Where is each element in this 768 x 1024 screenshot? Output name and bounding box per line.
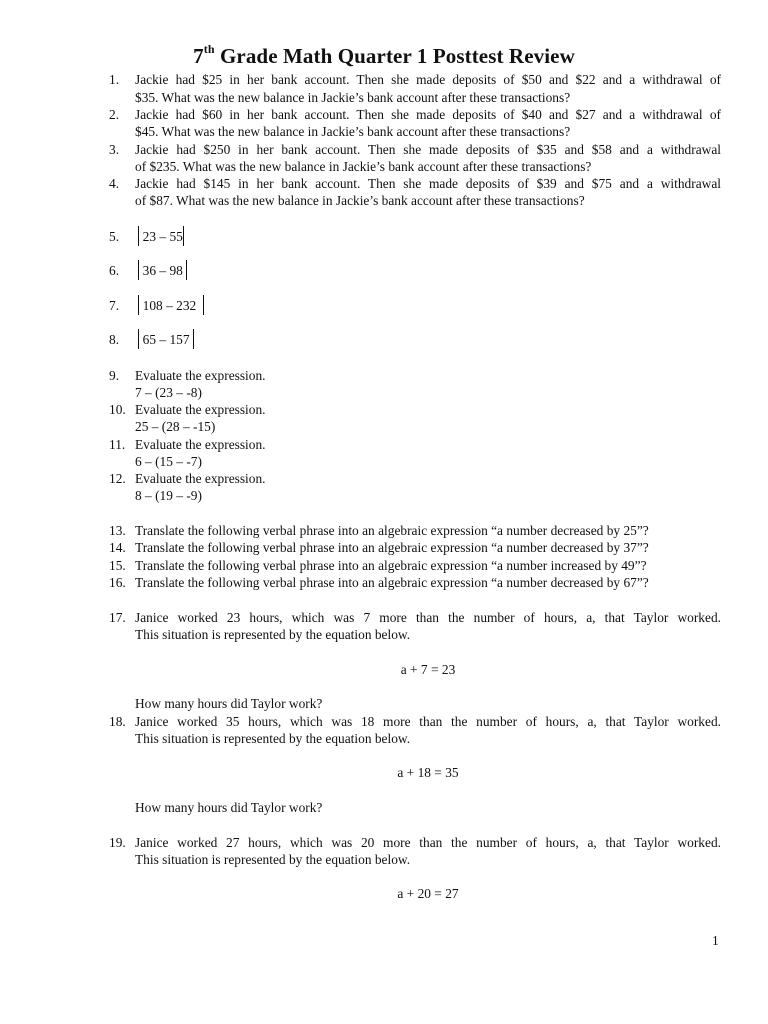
question-11-prompt: Evaluate the expression. [135,437,266,452]
question-13-number: 13. [109,523,126,538]
absolute-bar-left [138,329,139,349]
page-title [0,44,768,69]
question-18-number: 18. [109,714,126,729]
question-17-number: 17. [109,610,126,625]
question-8-number: 8. [109,332,120,347]
question-19-line-1: Janice worked 27 hours, which was 20 more than the number of hours, a, that Taylor worked. [135,835,721,850]
question-9-prompt: Evaluate the expression. [135,368,266,383]
question-7-absolute-value [138,297,204,317]
question-6-expression: 36 – 98 [142,263,183,279]
question-4-number: 4. [109,176,120,191]
question-11-number: 11. [109,437,126,452]
question-14-text: Translate the following verbal phrase into an algebraic expression “a number decreased by 37”? [135,540,649,555]
absolute-bar-right [186,260,187,280]
question-2-line-2: $45. What was the new balance in Jackie’s bank account after these transactions? [135,124,571,139]
question-5-number: 5. [109,229,120,244]
question-6-number: 6. [109,263,120,278]
question-4-line-1: Jackie had $145 in her bank account. Then she made deposits of $39 and $75 and a withdrawal [135,176,721,191]
question-4-line-2: of $87. What was the new balance in Jackie’s bank account after these transactions? [135,193,585,208]
question-18-line-1: Janice worked 35 hours, which was 18 more than the number of hours, a, that Taylor worked. [135,714,721,729]
question-10-expression: 25 – (28 – -15) [135,419,216,434]
question-17-line-1: Janice worked 23 hours, which was 7 more than the number of hours, a, that Taylor worked. [135,610,721,625]
question-18-equation: a + 18 = 35 [397,765,459,780]
question-17-equation: a + 7 = 23 [400,662,456,677]
question-12-expression: 8 – (19 – -9) [135,488,202,503]
question-6-absolute-value [138,262,187,282]
absolute-bar-left [138,260,139,280]
question-8-absolute-value [138,331,194,351]
question-9-expression: 7 – (23 – -8) [135,385,202,400]
question-15-number: 15. [109,558,126,573]
question-3-number: 3. [109,142,120,157]
question-3-line-1: Jackie had $250 in her bank account. Then she made deposits of $35 and $58 and a withdrawal [135,142,721,157]
title-superscript: th [203,42,215,56]
question-16-number: 16. [109,575,126,590]
question-5-absolute-value [138,228,184,248]
question-17-line-2: This situation is represented by the equation below. [135,627,411,642]
question-13-text: Translate the following verbal phrase into an algebraic expression “a number decreased by 25”? [135,523,649,538]
question-1-number: 1. [109,72,120,87]
absolute-bar-left [138,295,139,315]
question-1-line-2: $35. What was the new balance in Jackie’s bank account after these transactions? [135,90,571,105]
question-18-line-2: This situation is represented by the equation below. [135,731,411,746]
question-12-number: 12. [109,471,126,486]
question-16-text: Translate the following verbal phrase into an algebraic expression “a number decreased by 67”? [135,575,649,590]
question-11-expression: 6 – (15 – -7) [135,454,202,469]
title-text: Grade Math Quarter 1 Posttest Review [214,44,575,68]
question-2-line-1: Jackie had $60 in her bank account. Then she made deposits of $40 and $27 and a withdrawal of [135,107,721,122]
question-3-line-2: of $235. What was the new balance in Jackie’s bank account after these transactions? [135,159,592,174]
question-7-number: 7. [109,298,120,313]
question-18-question: How many hours did Taylor work? [135,800,323,815]
question-2-number: 2. [109,107,120,122]
absolute-bar-right [183,226,184,246]
question-15-text: Translate the following verbal phrase into an algebraic expression “a number increased by 49”? [135,558,647,573]
question-12-prompt: Evaluate the expression. [135,471,266,486]
question-14-number: 14. [109,540,126,555]
question-10-prompt: Evaluate the expression. [135,402,266,417]
question-19-line-2: This situation is represented by the equation below. [135,852,411,867]
absolute-bar-right [193,329,194,349]
absolute-bar-right [203,295,204,315]
question-9-number: 9. [109,368,120,383]
question-1-line-1: Jackie had $25 in her bank account. Then she made deposits of $50 and $22 and a withdrawal of [135,72,721,87]
title-grade-number: 7 [193,44,204,68]
question-17-question: How many hours did Taylor work? [135,696,323,711]
question-19-equation: a + 20 = 27 [397,886,459,901]
question-8-expression: 65 – 157 [142,332,190,348]
question-19-number: 19. [109,835,126,850]
absolute-bar-left [138,226,139,246]
question-10-number: 10. [109,402,126,417]
page-number: 1 [712,933,719,948]
question-7-expression: 108 – 232 [142,298,197,314]
question-5-expression: 23 – 55 [142,229,183,245]
